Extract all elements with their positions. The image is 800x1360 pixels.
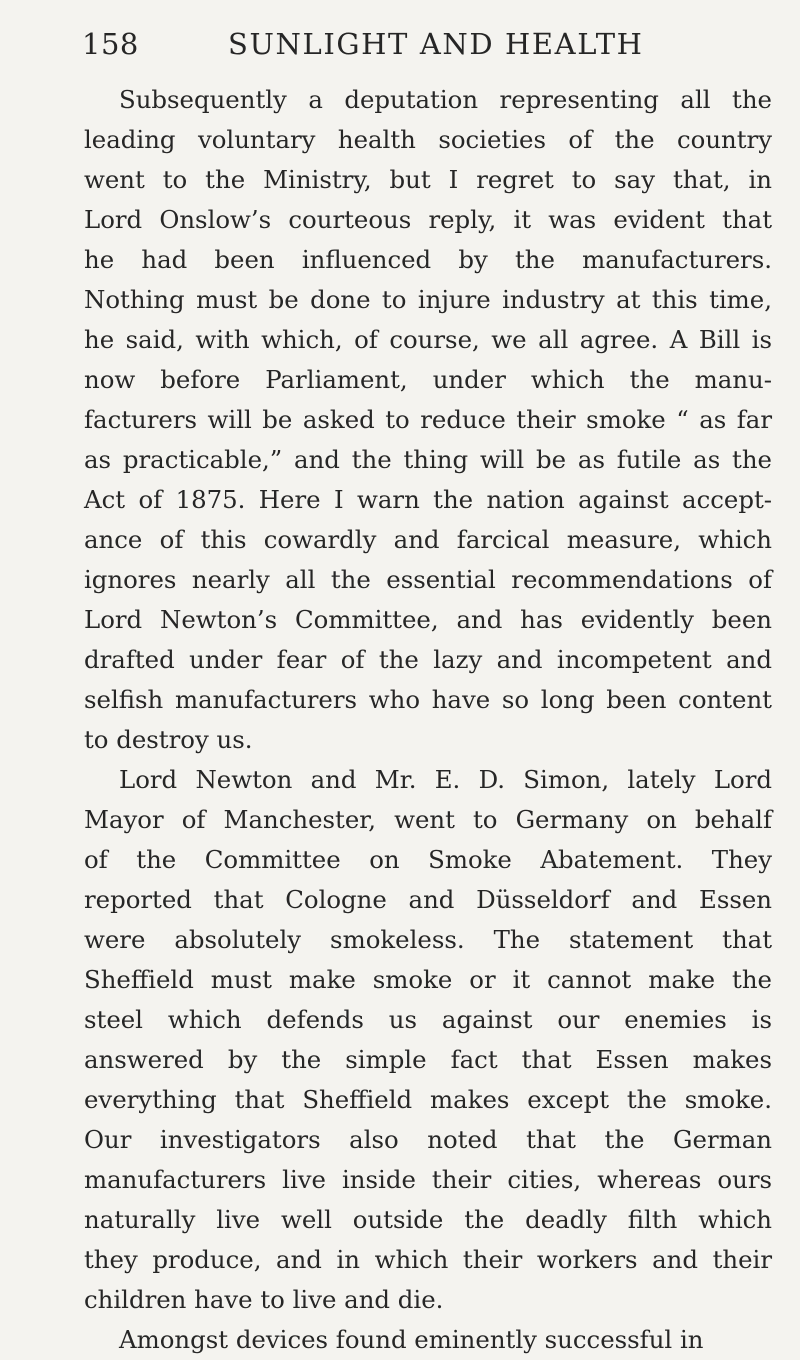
text-line: went to the Ministry, but I regret to say that, in (84, 165, 772, 194)
text-line: of the Committee on Smoke Abatement. They (84, 845, 772, 874)
text-line: he said, with which, of course, we all agree. A Bill is (84, 325, 772, 354)
text-line: Subsequently a deputation representing all the (119, 85, 772, 114)
text-line: Lord Newton’s Committee, and has evidently been (84, 605, 772, 634)
running-head (82, 27, 702, 67)
text-line: facturers will be asked to reduce their smoke “ as far (84, 405, 772, 434)
text-line: Mayor of Manchester, went to Germany on behalf (84, 805, 772, 834)
text-line: he had been influenced by the manufacturers. (84, 245, 772, 274)
text-line: to destroy us. (84, 725, 253, 754)
text-line: Sheffield must make smoke or it cannot make the (84, 965, 772, 994)
text-line: selfish manufacturers who have so long been content (84, 685, 772, 714)
paragraph (84, 760, 772, 1320)
text-line: Nothing must be done to injure industry at this time, (84, 285, 772, 314)
text-line: reported that Cologne and Düsseldorf and Essen (84, 885, 772, 914)
text-line: drafted under fear of the lazy and incompetent and (84, 645, 772, 674)
text-line: naturally live well outside the deadly filth which (84, 1205, 772, 1234)
text-line: everything that Sheffield makes except the smoke. (84, 1085, 772, 1114)
text-line: Our investigators also noted that the German (84, 1125, 772, 1154)
text-line: now before Parliament, under which the manu- (84, 365, 772, 394)
text-line: ance of this cowardly and farcical measure, which (84, 525, 772, 554)
text-line: answered by the simple fact that Essen makes (84, 1045, 772, 1074)
paragraph (84, 1320, 772, 1360)
text-line: Lord Newton and Mr. E. D. Simon, lately Lord (119, 765, 772, 794)
text-line: steel which defends us against our enemies is (84, 1005, 772, 1034)
text-line: ignores nearly all the essential recommendations of (84, 565, 772, 594)
page-number: 158 (82, 27, 139, 61)
body-text (84, 80, 772, 1360)
text-line: Amongst devices found eminently successful in (119, 1325, 704, 1354)
running-title: SUNLIGHT AND HEALTH (228, 27, 644, 61)
text-line: children have to live and die. (84, 1285, 444, 1314)
text-line: they produce, and in which their workers and their (84, 1245, 772, 1274)
paragraph (84, 80, 772, 760)
text-line: were absolutely smokeless. The statement that (84, 925, 772, 954)
text-line: leading voluntary health societies of the country (84, 125, 772, 154)
text-line: Lord Onslow’s courteous reply, it was evident that (84, 205, 772, 234)
text-line: manufacturers live inside their cities, whereas ours (84, 1165, 772, 1194)
text-line: Act of 1875. Here I warn the nation against accept- (84, 485, 772, 514)
text-line: as practicable,” and the thing will be as futile as the (84, 445, 772, 474)
